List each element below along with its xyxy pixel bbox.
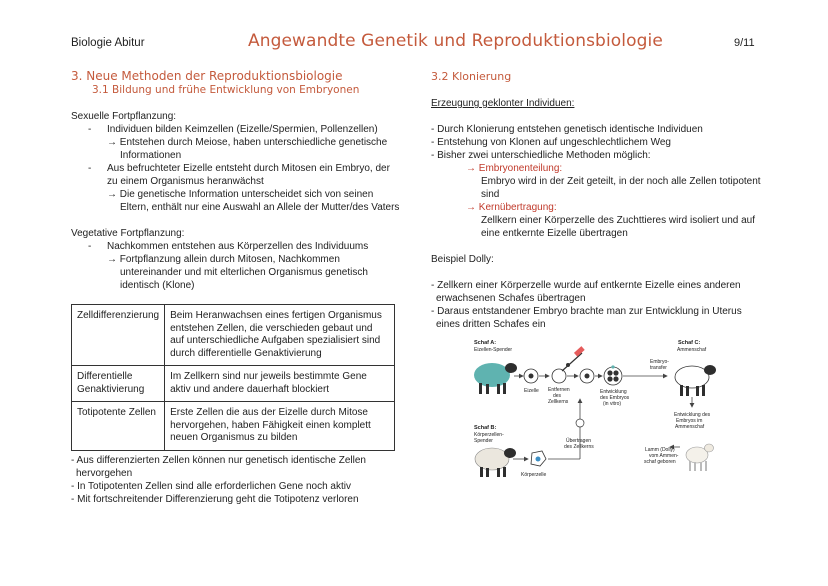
remove-label-2: des (553, 393, 562, 399)
note-3: - Mit fortschreitender Differenzierung geht die Totipotenz verloren (71, 494, 359, 505)
sheep-c-icon (675, 365, 716, 396)
lamb-label-1: Lamm (Dolly) (645, 447, 675, 453)
develop-in-surrogate-3: Ammenschaf (675, 424, 705, 430)
lamb-dolly-icon (686, 444, 714, 471)
embryo-transfer-label-2: transfer (650, 365, 667, 371)
method-nuclear-transfer: → Kernübertragung: (466, 202, 557, 213)
page-number: 9/11 (734, 37, 755, 49)
egg-cell-icon (524, 369, 538, 383)
transfer-label-2: des Zellkerns (564, 444, 594, 450)
sheep-a-subtitle: Eizellen-Spender (474, 347, 513, 353)
table-row (72, 305, 395, 366)
cloning-line-3: - Bisher zwei unterschiedliche Methoden möglich: (431, 150, 651, 161)
development-label-3: (in vitro) (603, 401, 622, 407)
sexual-bullet-1: Individuen bilden Keimzellen (Eizelle/Spermien, Pollenzellen) (107, 124, 378, 135)
note-1a: - Aus differenzierten Zellen können nur genetisch identische Zellen (71, 455, 366, 466)
sheep-b-label-2: Spender (474, 438, 493, 444)
remove-label-3: Zellkerns (548, 399, 569, 405)
transfer-label-1: Übertragen (566, 438, 592, 444)
sheep-a-title: Schaf A: (474, 340, 497, 346)
table-row (72, 402, 395, 451)
method-embryo-text-2: sind (481, 189, 500, 200)
vegetative-arrow-b: untereinander und mit elterlichen Organismus genetisch (120, 267, 368, 278)
bullet-dash: - (88, 124, 92, 135)
definitions-table (71, 304, 395, 451)
note-2: - In Totipotenten Zellen sind alle erforderlichen Gene noch aktiv (71, 481, 351, 492)
dolly-heading: Beispiel Dolly: (431, 254, 494, 265)
development-label-1: Entwicklung (600, 389, 627, 395)
table-definition: Im Zellkern sind nur jeweils bestimmte Gene aktiv und andere dauerhaft blockiert (165, 366, 395, 402)
subject-label: Biologie Abitur (71, 37, 145, 49)
development-label-2: des Embryos (600, 395, 630, 401)
bullet-dash: - (88, 163, 92, 174)
term-line: Genaktivierung (77, 383, 145, 395)
table-term (72, 366, 165, 402)
vegetative-heading: Vegetative Fortpflanzung: (71, 228, 185, 239)
sexual-arrow-1a: → Entstehen durch Meiose, haben unterschiedliche genetische (107, 137, 388, 148)
embryo-transfer-label-1: Embryo- (650, 359, 669, 365)
sexual-heading: Sexuelle Fortpflanzung: (71, 111, 177, 122)
method-nuclear-text: Zellkern einer Körperzelle des Zuchttieres wird isoliert und auf (481, 215, 756, 226)
dolly-line-1a: - Zellkern einer Körperzelle wurde auf entkernte Eizelle eines anderen (431, 280, 741, 291)
develop-in-surrogate-2: Embryos im (676, 418, 703, 424)
cloning-subheading: Erzeugung geklonter Individuen: (431, 98, 575, 109)
note-1b: hervorgehen (76, 468, 133, 479)
embryo-icon (604, 365, 622, 385)
cloning-title: 3.2 Klonierung (431, 70, 512, 83)
vegetative-arrow-a: → Fortpflanzung allein durch Mitosen, Nachkommen (107, 254, 340, 265)
sheep-c-subtitle: Ammenschaf (677, 347, 707, 353)
sexual-bullet-2a: Aus befruchteter Eizelle entsteht durch Mitosen ein Embryo, der (107, 163, 390, 174)
table-row (72, 366, 395, 402)
sexual-arrow-2a: → Die genetische Information unterscheidet sich von seinen (107, 189, 374, 200)
dolly-line-2a: - Daraus entstandener Embryo brachte man zur Entwicklung in Uterus (431, 306, 742, 317)
table-term: Totipotente Zellen (72, 402, 165, 451)
remove-label-1: Entfernen (548, 387, 570, 393)
vegetative-bullet-1: Nachkommen entstehen aus Körperzellen des Individuums (107, 241, 369, 252)
subsection-title: 3.1 Bildung und frühe Entwicklung von Embryonen (92, 84, 360, 96)
sheep-a-icon (474, 363, 517, 394)
vegetative-arrow-c: identisch (Klone) (120, 280, 195, 291)
table-definition: Beim Heranwachsen eines fertigen Organismus entstehen Zellen, die verschieden gebaut und auf unterschiedliche Aufgaben spezialisiert sind durch differentielle Genaktivierung (165, 305, 395, 366)
method-embryo-split: → Embryonenteilung: (466, 163, 563, 174)
develop-in-surrogate-1: Entwicklung des (674, 412, 711, 418)
cloning-line-2: - Entstehung von Klonen auf ungeschlechtlichem Weg (431, 137, 671, 148)
sheep-b-label-1: Körperzellen- (474, 432, 504, 438)
sheep-b-icon (475, 448, 516, 477)
sheep-c-title: Schaf C: (678, 340, 701, 346)
sheep-b-title: Schaf B: (474, 425, 497, 431)
egg-label: Eizelle (524, 388, 539, 394)
body-cell-icon (531, 451, 546, 466)
page-title: Angewandte Genetik und Reproduktionsbiologie (248, 31, 663, 51)
fused-cell-icon (580, 369, 594, 383)
method-nuclear-text-2: eine entkernte Eizelle übertragen (481, 228, 628, 239)
lamb-label-2: vom Ammen- (649, 453, 679, 459)
section-title: 3. Neue Methoden der Reproduktionsbiologie (71, 69, 343, 83)
cloning-line-1: - Durch Klonierung entstehen genetisch identische Individuen (431, 124, 703, 135)
term-line: Differentielle (77, 371, 133, 382)
nucleus-icon (576, 419, 584, 427)
dolly-line-2b: eines dritten Schafes ein (436, 319, 546, 330)
sexual-arrow-1b: Informationen (120, 150, 182, 161)
table-definition: Erste Zellen die aus der Eizelle durch Mitose hervorgehen, haben Fähigkeit einen komplett neuen Organismus zu bilden (165, 402, 395, 451)
sexual-arrow-2b: Eltern, enthält nur eine Auswahl an Allele der Mutter/des Vaters (120, 202, 400, 213)
dolly-line-1b: erwachsenen Schafes übertragen (436, 293, 586, 304)
table-term: Zelldifferenzierung (72, 305, 165, 366)
bullet-dash: - (88, 241, 92, 252)
sexual-bullet-2b: zu einem Organismus heranwächst (107, 176, 264, 187)
method-embryo-text: Embryo wird in der Zeit geteilt, in der noch alle Zellen totipotent (481, 176, 761, 187)
lamb-label-3: schaf geboren (644, 459, 676, 465)
dolly-cloning-diagram (470, 335, 730, 485)
body-cell-label: Körperzelle (521, 472, 547, 478)
